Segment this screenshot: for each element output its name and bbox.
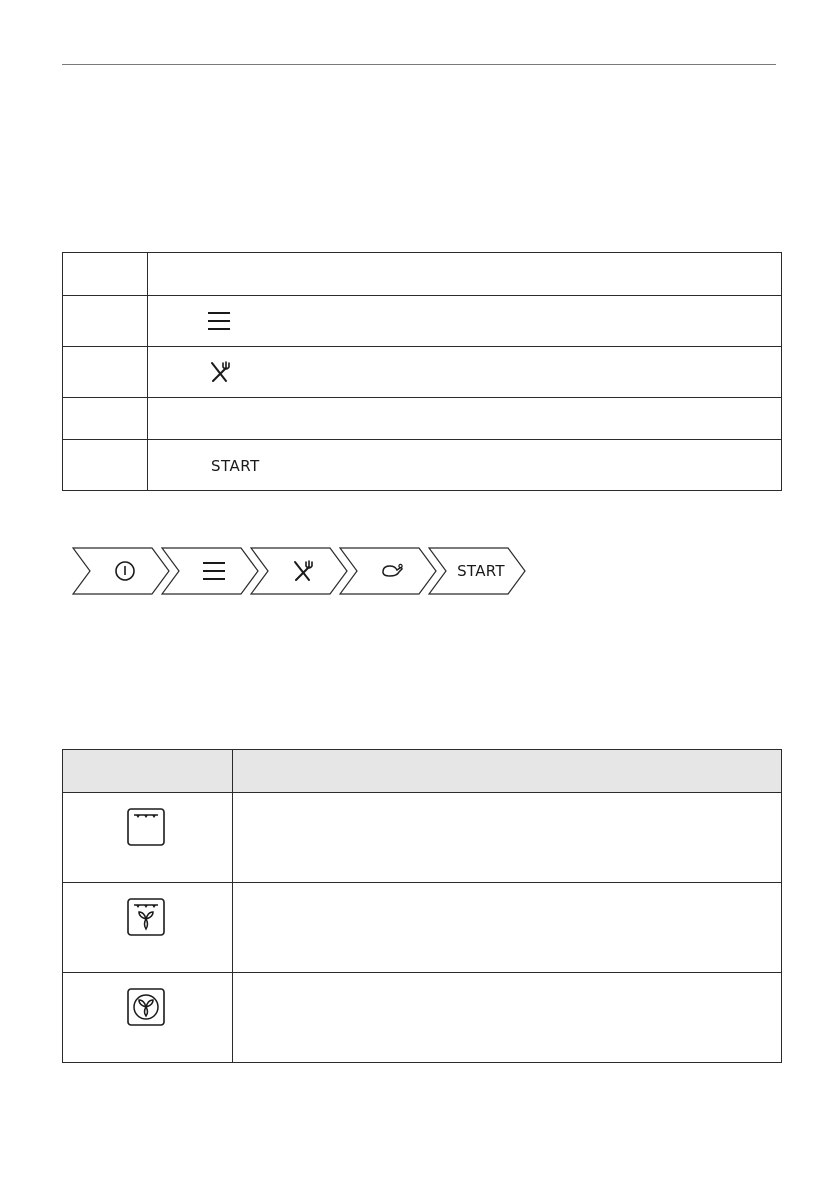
step-text-cell xyxy=(148,398,782,440)
step-text-cell xyxy=(148,347,782,398)
step-text-cell xyxy=(148,296,782,347)
sequence-step-cutlery xyxy=(250,547,348,595)
top-heat-fan-icon xyxy=(126,897,166,937)
header-cell-description xyxy=(233,750,782,793)
menu-icon xyxy=(203,561,225,581)
poultry-icon xyxy=(380,562,404,580)
description-cell xyxy=(233,883,782,973)
table-row xyxy=(63,347,782,398)
sequence-step-start xyxy=(428,547,526,595)
sequence-step-menu xyxy=(161,547,259,595)
step-text-cell xyxy=(148,440,782,491)
power-icon xyxy=(114,560,136,582)
step-sequence xyxy=(72,547,532,595)
table-row xyxy=(63,883,782,973)
step-number-cell xyxy=(63,253,148,296)
description-cell xyxy=(233,793,782,883)
description-cell xyxy=(233,973,782,1063)
top-heat-icon xyxy=(126,807,166,847)
step-text-cell xyxy=(148,253,782,296)
start-label: START xyxy=(457,562,505,580)
table-row xyxy=(63,253,782,296)
table-row xyxy=(63,398,782,440)
header-cell-symbol xyxy=(63,750,233,793)
table-row xyxy=(63,440,782,491)
step-number-cell xyxy=(63,347,148,398)
symbol-cell xyxy=(63,793,233,883)
table-row xyxy=(63,973,782,1063)
table-row xyxy=(63,296,782,347)
steps-table xyxy=(62,252,782,491)
symbol-cell xyxy=(63,883,233,973)
true-fan-icon xyxy=(126,987,166,1027)
table-row xyxy=(63,793,782,883)
cutlery-icon xyxy=(291,560,315,582)
sequence-step-poultry xyxy=(339,547,437,595)
sequence-step-power xyxy=(72,547,170,595)
menu-icon xyxy=(208,311,230,331)
step-number-cell xyxy=(63,440,148,491)
step-number-cell xyxy=(63,398,148,440)
cutlery-icon xyxy=(208,361,232,383)
table-header-row xyxy=(63,750,782,793)
top-divider xyxy=(62,64,776,65)
step-number-cell xyxy=(63,296,148,347)
symbol-cell xyxy=(63,973,233,1063)
functions-table xyxy=(62,749,782,1063)
start-label: START xyxy=(211,456,260,475)
